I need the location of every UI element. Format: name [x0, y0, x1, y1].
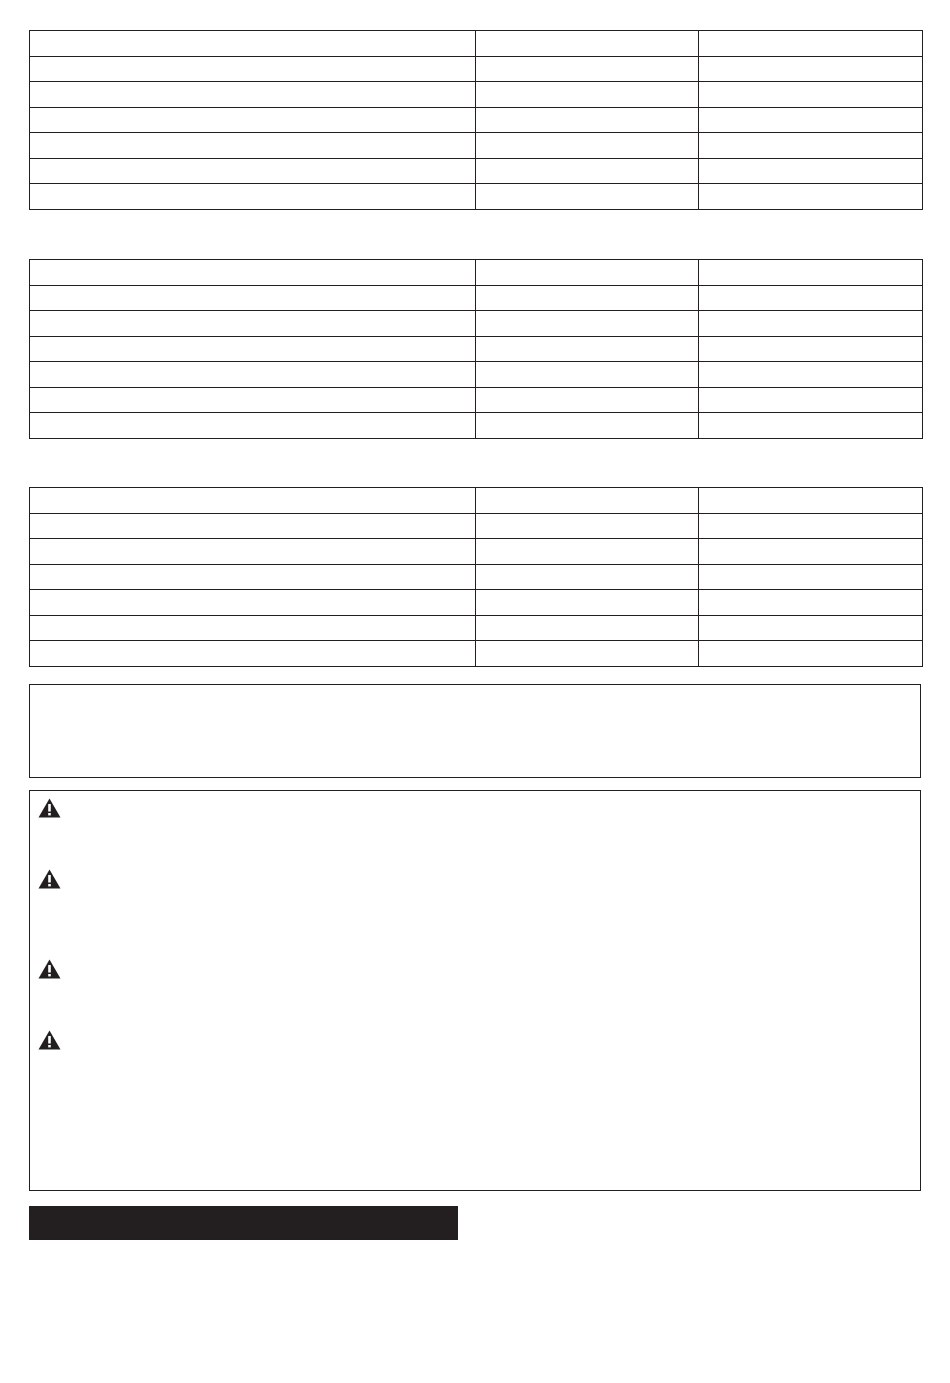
table-cell	[699, 362, 923, 388]
table-cell	[699, 513, 923, 539]
table-cell	[30, 311, 476, 337]
table-cell	[30, 539, 476, 565]
table-cell	[30, 184, 476, 210]
table-cell	[30, 260, 476, 286]
note-box	[29, 684, 921, 778]
table-cell	[30, 56, 476, 82]
table-cell	[699, 285, 923, 311]
table-row	[30, 285, 923, 311]
table-cell	[476, 184, 699, 210]
warning-triangle-icon	[38, 798, 61, 818]
table-cell	[30, 488, 476, 514]
table-row	[30, 260, 923, 286]
warning-triangle-icon	[38, 1030, 61, 1050]
table-cell	[699, 133, 923, 159]
table-row	[30, 513, 923, 539]
warning-triangle-icon	[38, 959, 61, 979]
table-row	[30, 184, 923, 210]
table-cell	[476, 641, 699, 667]
table-cell	[699, 615, 923, 641]
table-cell	[476, 133, 699, 159]
table-cell	[476, 539, 699, 565]
table-cell	[476, 336, 699, 362]
table-cell	[699, 31, 923, 57]
table-cell	[476, 362, 699, 388]
table-row	[30, 488, 923, 514]
table-row	[30, 82, 923, 108]
table-cell	[699, 539, 923, 565]
table-cell	[476, 387, 699, 413]
table-cell	[476, 158, 699, 184]
table-cell	[30, 158, 476, 184]
table-cell	[476, 311, 699, 337]
table-row	[30, 539, 923, 565]
table-cell	[476, 590, 699, 616]
warning-item	[38, 1030, 911, 1050]
table-row	[30, 590, 923, 616]
table-row	[30, 158, 923, 184]
table-row	[30, 641, 923, 667]
table-cell	[30, 615, 476, 641]
table-cell	[30, 564, 476, 590]
table-row	[30, 311, 923, 337]
table-cell	[30, 387, 476, 413]
table-cell	[30, 513, 476, 539]
table-cell	[30, 107, 476, 133]
table-cell	[476, 615, 699, 641]
table-cell	[30, 413, 476, 439]
warning-item	[38, 959, 911, 979]
table-cell	[476, 82, 699, 108]
table-row	[30, 387, 923, 413]
table-cell	[30, 336, 476, 362]
table-row	[30, 133, 923, 159]
note-text	[30, 685, 920, 701]
table-cell	[476, 285, 699, 311]
table-cell	[476, 564, 699, 590]
table-cell	[30, 133, 476, 159]
table-cell	[30, 362, 476, 388]
table-cell	[476, 488, 699, 514]
spec-table-1	[29, 30, 923, 210]
table-cell	[699, 564, 923, 590]
table-row	[30, 615, 923, 641]
table-cell	[30, 641, 476, 667]
table-cell	[699, 641, 923, 667]
table-row	[30, 56, 923, 82]
warning-item	[38, 869, 911, 889]
table-row	[30, 413, 923, 439]
table-cell	[476, 56, 699, 82]
section-heading-bar	[29, 1206, 458, 1240]
table-cell	[699, 82, 923, 108]
table-cell	[699, 413, 923, 439]
table-cell	[699, 311, 923, 337]
table-cell	[476, 413, 699, 439]
table-cell	[699, 107, 923, 133]
table-row	[30, 31, 923, 57]
spec-table-3	[29, 487, 923, 667]
table-cell	[699, 158, 923, 184]
table-row	[30, 336, 923, 362]
table-cell	[476, 513, 699, 539]
table-row	[30, 362, 923, 388]
table-row	[30, 564, 923, 590]
table-cell	[476, 31, 699, 57]
warning-triangle-icon	[38, 869, 61, 889]
spec-table-2	[29, 259, 923, 439]
table-cell	[699, 56, 923, 82]
table-cell	[30, 590, 476, 616]
table-cell	[476, 260, 699, 286]
table-cell	[30, 82, 476, 108]
table-cell	[699, 260, 923, 286]
table-cell	[699, 387, 923, 413]
table-row	[30, 107, 923, 133]
table-cell	[476, 107, 699, 133]
warning-item	[38, 798, 911, 818]
table-cell	[699, 488, 923, 514]
table-cell	[699, 590, 923, 616]
warning-box	[29, 790, 921, 1191]
table-cell	[699, 336, 923, 362]
table-cell	[30, 31, 476, 57]
table-cell	[699, 184, 923, 210]
table-cell	[30, 285, 476, 311]
